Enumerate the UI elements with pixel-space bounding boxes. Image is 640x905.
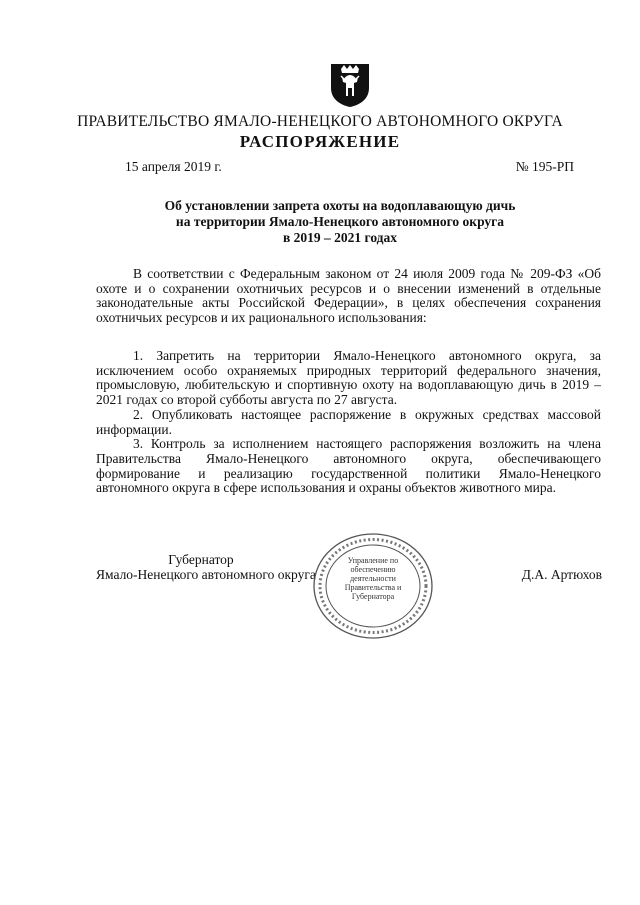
order-item-3: 3. Контроль за исполнением настоящего распоряжения возложить на члена Правительства Ямало-Ненецкого автономного округа, обеспечивающего формирование и реализацию государственной политики Ямало-Ненецкого автономного округа в сфере использования и охраны объектов животного мира. <box>96 436 601 496</box>
document-heading <box>120 198 560 246</box>
signatory-position-line-2: Ямало-Ненецкого автономного округа <box>96 567 316 582</box>
signatory-name: Д.А. Артюхов <box>521 567 602 582</box>
preamble <box>96 267 601 326</box>
document-type: РАСПОРЯЖЕНИЕ <box>239 132 401 151</box>
order-items <box>96 349 601 496</box>
document-date: 15 апреля 2019 г. <box>125 159 222 174</box>
heading-line-3: в 2019 – 2021 годах <box>282 230 398 245</box>
heading-line-1: Об установлении запрета охоты на водоплавающую дичь <box>164 198 516 213</box>
preamble-text: В соответствии с Федеральным законом от 24 июля 2009 года № 209-ФЗ «Об охоте и о сохранении охотничьих ресурсов и о внесении изменений в отдельные законодательные акты Российской Федерации», в целях обеспечения сохранения охотничьих ресурсов и их рационального использования: <box>96 266 601 326</box>
stamp-text: Управление по обеспечению деятельности Правительства и Губернатора <box>344 556 402 601</box>
heading-line-2: на территории Ямало-Ненецкого автономного округа <box>175 214 505 229</box>
order-item-1: 1. Запретить на территории Ямало-Ненецкого автономного округа, за исключением особо охраняемых природных территорий федерального значения, промысловую, любительскую и спортивную охоту на водоплавающую дичь в 2019 – 2021 годах со второй субботы августа по 27 августа. <box>96 348 601 408</box>
signatory-position <box>96 552 316 582</box>
document-number: № 195-РП <box>515 159 574 174</box>
signatory-position-line-1: Губернатор <box>168 552 234 567</box>
order-item-2: 2. Опубликовать настоящее распоряжение в окружных средствах массовой информации. <box>96 406 601 437</box>
coat-of-arms-icon <box>327 60 373 108</box>
government-title: ПРАВИТЕЛЬСТВО ЯМАЛО-НЕНЕЦКОГО АВТОНОМНОГО ОКРУГА <box>77 113 563 130</box>
